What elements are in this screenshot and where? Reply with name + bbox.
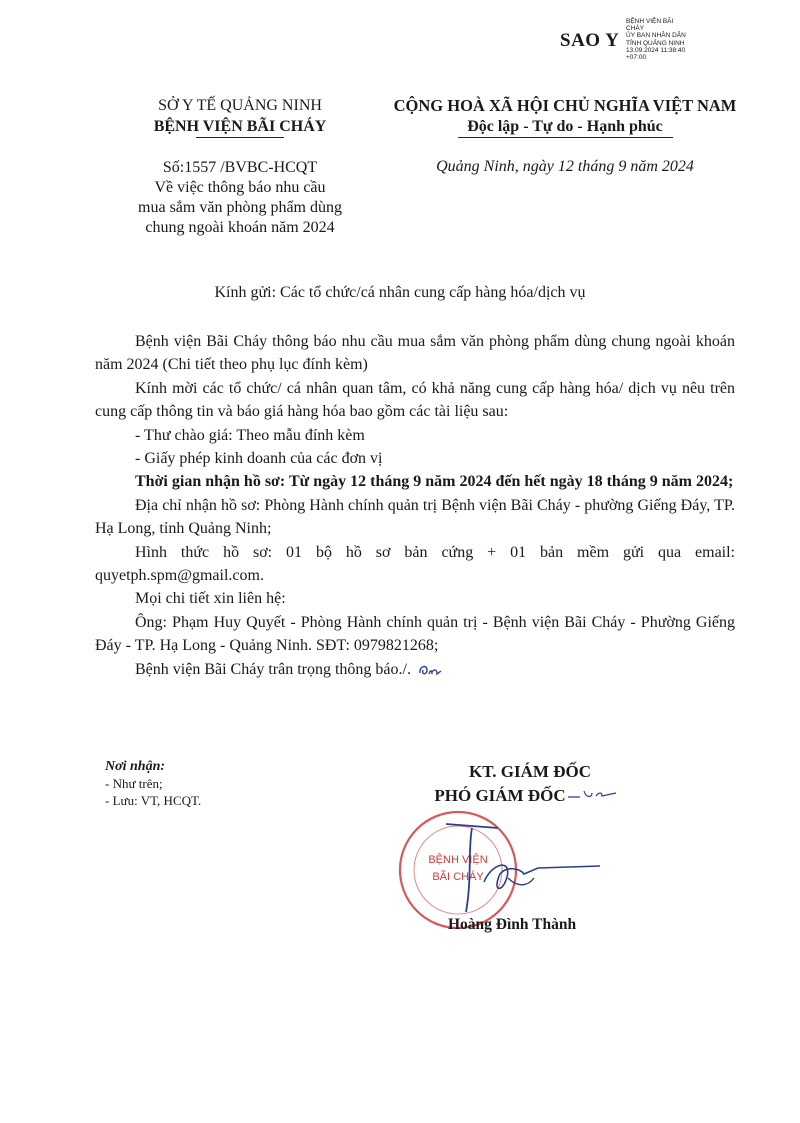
national-header: [370, 95, 760, 138]
paragraph: Ông: Phạm Huy Quyết - Phòng Hành chính quản trị - Bệnh viện Bãi Cháy - Phường Giếng Đáy - TP. Hạ Long - Quảng Ninh. SĐT: 0979821268;: [95, 613, 735, 655]
motto-underline: [458, 137, 673, 138]
stamp-text: BỆNH VIỆN: [428, 854, 488, 866]
subject-line: Về việc thông báo nhu cầu: [154, 179, 326, 196]
document-number-block: [95, 158, 385, 238]
motto: Độc lập - Tự do - Hạnh phúc: [467, 118, 663, 135]
initial-mark-icon: [417, 662, 445, 678]
sig-line: ỦY BAN NHÂN DÂN: [626, 32, 686, 40]
digital-signature-meta: [626, 18, 706, 61]
greeting: Kính gửi: Các tổ chức/cá nhân cung cấp hàng hóa/dịch vụ: [214, 284, 586, 301]
org-name: BỆNH VIỆN BÃI CHÁY: [153, 118, 327, 135]
doc-number: Số:1557 /BVBC-HCQT: [162, 159, 318, 176]
closing-paragraph: [95, 658, 735, 681]
signer-name: Hoàng Đình Thành: [448, 916, 577, 933]
org-parent: SỞ Y TẾ QUẢNG NINH: [158, 97, 322, 114]
signer-position-1: KT. GIÁM ĐỐC: [469, 762, 591, 781]
bullet-item: - Giấy phép kinh doanh của các đơn vị: [135, 450, 383, 468]
sig-line: +07:00: [626, 54, 647, 62]
nation-title: CỘNG HOÀ XÃ HỘI CHỦ NGHĨA VIỆT NAM: [393, 96, 737, 115]
sig-line: TỈNH QUẢNG NINH: [626, 39, 685, 47]
signer-position-2-text: PHÓ GIÁM ĐỐC: [434, 786, 566, 805]
signer-position-2: [420, 784, 640, 808]
signature-block: [420, 760, 640, 808]
subject-line: chung ngoài khoán năm 2024: [145, 219, 335, 236]
paragraph: Hình thức hồ sơ: 01 bộ hồ sơ bản cứng + 01 bản mềm gửi qua email: quyetph.spm@gmail.com.: [95, 543, 735, 585]
issuer-header: [95, 95, 385, 138]
paragraph: Mọi chi tiết xin liên hệ:: [135, 590, 286, 608]
bullet-item: - Thư chào giá: Theo mẫu đính kèm: [135, 426, 365, 444]
stamp-text: BÃI CHÁY: [432, 871, 484, 883]
org-underline: [196, 137, 284, 138]
sig-line: BỆNH VIỆN BÃI: [626, 18, 674, 25]
paragraph: Bệnh viện Bãi Cháy thông báo nhu cầu mua sắm văn phòng phẩm dùng chung ngoài khoán năm 2024 (Chi tiết theo phụ lục đính kèm): [95, 333, 735, 374]
copy-mark: SAO Y: [560, 30, 620, 51]
sig-line: 13.09.2024 11:38:40: [626, 46, 686, 54]
recipient-item: - Như trên;: [105, 776, 163, 791]
subject-line: mua sắm văn phòng phẩm dùng: [138, 199, 342, 216]
recipients-block: [105, 758, 201, 809]
recipients-title: Nơi nhận:: [105, 759, 166, 774]
date-line: Quảng Ninh, ngày 12 tháng 9 năm 2024: [436, 158, 694, 175]
document-body: [95, 330, 735, 681]
closing-text: Bệnh viện Bãi Cháy trân trọng thông báo./.: [135, 660, 411, 678]
recipient-item: - Lưu: VT, HCQT.: [105, 793, 202, 808]
sig-line: CHÁY: [626, 25, 645, 33]
paragraph: Địa chỉ nhận hồ sơ: Phòng Hành chính quản trị Bệnh viện Bãi Cháy - phường Giếng Đáy, TP. Hạ Long, tỉnh Quảng Ninh;: [95, 496, 735, 538]
deadline-paragraph: Thời gian nhận hồ sơ: Từ ngày 12 tháng 9 năm 2024 đến hết ngày 18 tháng 9 năm 2024;: [135, 473, 734, 491]
initial-mark-icon: [566, 787, 626, 801]
paragraph: Kính mời các tổ chức/ cá nhân quan tâm, có khả năng cung cấp hàng hóa/ dịch vụ nêu trên cung cấp thông tin và báo giá hàng hóa bao gồm các tài liệu sau:: [95, 379, 735, 421]
